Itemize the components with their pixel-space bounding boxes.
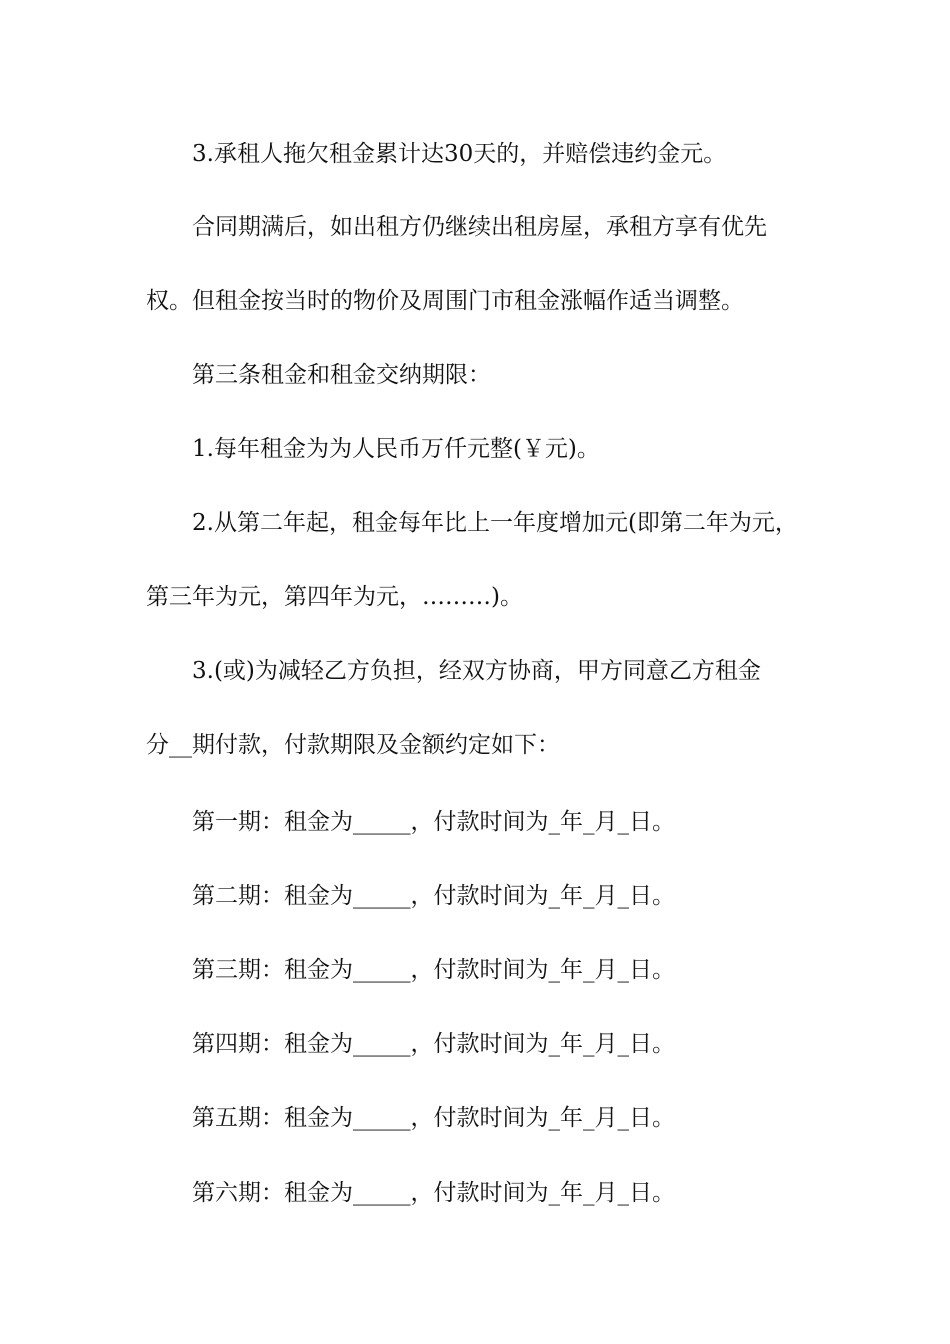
clause-1-annual-rent: 1.每年租金为为人民币万仟元整(￥元)。 [192,436,600,462]
clause-2-rent-increase-line-1: 2.从第二年起，租金每年比上一年度增加元(即第二年为元， [192,510,798,536]
clause-3-installments-line-1: 3.(或)为减轻乙方负担，经双方协商，甲方同意乙方租金 [192,658,761,684]
clause-3-overdue-rent: 3.承租人拖欠租金累计达30天的，并赔偿违约金元。 [192,141,727,167]
renewal-priority-line-2: 权。但租金按当时的物价及周围门市租金涨幅作适当调整。 [146,288,744,314]
clause-3-installments-line-2: 分__期付款，付款期限及金额约定如下： [146,732,560,758]
installment-4: 第四期：租金为_____，付款时间为_年_月_日。 [192,1031,675,1057]
installment-2: 第二期：租金为_____，付款时间为_年_月_日。 [192,883,675,909]
installment-5: 第五期：租金为_____，付款时间为_年_月_日。 [192,1105,675,1131]
clause-2-rent-increase-line-2: 第三年为元，第四年为元，………)。 [146,584,523,610]
article-3-heading: 第三条租金和租金交纳期限： [192,362,491,388]
installment-6: 第六期：租金为_____，付款时间为_年_月_日。 [192,1180,675,1206]
installment-3: 第三期：租金为_____，付款时间为_年_月_日。 [192,957,675,983]
renewal-priority-line-1: 合同期满后，如出租方仍继续出租房屋，承租方享有优先 [192,214,767,240]
installment-1: 第一期：租金为_____，付款时间为_年_月_日。 [192,809,675,835]
